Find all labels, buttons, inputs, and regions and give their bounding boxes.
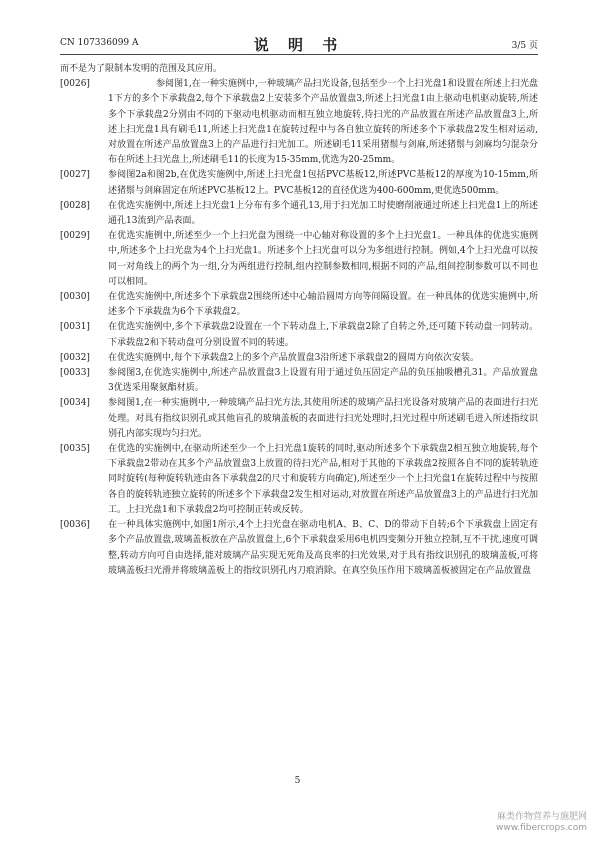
paragraph-number: [0030] [60, 292, 90, 303]
paragraph-number: [0033] [60, 368, 90, 379]
paragraph-text: 参阅图1,在一种实施例中,一种玻璃产品扫光方法,其使用所述的玻璃产品扫光设备对玻璃产品的表面进行扫光处理。对具有指纹识别孔或其他盲孔的玻璃盖板的表面进行扫光处理时,扫光过程中所述刷毛进入所述指纹识别孔内部实现均匀扫光。 [108, 398, 538, 439]
paragraph-0028 [60, 199, 538, 229]
paragraph-0027 [60, 168, 538, 198]
document-type-title: 说 明 书 [253, 36, 345, 54]
page-count: 3/5 页 [511, 41, 538, 51]
paragraph-number: [0026] [60, 79, 90, 90]
paragraph-0033 [60, 366, 538, 396]
patent-number: CN 107336099 A [60, 38, 139, 48]
paragraph-number: [0035] [60, 444, 90, 455]
paragraph-0032 [60, 351, 538, 366]
paragraph-text: 在一种具体实施例中,如图1所示,4个上扫光盘在驱动电机A、B、C、D的带动下自转;6个下承载盘上固定有多个产品放置盘,玻璃盖板放在产品放置盘上,6个下承载盘采用6电机四变频分开独立控制,互不干扰,速度可调整,转动方向可自由选择,能对玻璃产品实现无死角及高良率的扫光效果,对于具有指纹识别孔的玻璃盖板,可将玻璃盖板扫光滑并将玻璃盖板上的指纹识别孔内刀痕消除。在真空负压作用下玻璃盖板被固定在产品放置盘 [108, 520, 538, 576]
paragraph-text: 在优选实施例中,每个下承载盘2上的多个产品放置盘3沿所述下承载盘2的圆周方向依次安装。 [108, 352, 480, 363]
paragraph-number: [0028] [60, 200, 90, 211]
paragraph-number: [0032] [60, 352, 90, 363]
paragraph-text: 在优选实施例中,所述多个下承载盘2围绕所述中心轴沿圆周方向等间隔设置。在一种具体的优选实施例中,所述多个下承载盘为6个下承载盘2。 [108, 292, 538, 318]
paragraph-0026 [60, 77, 538, 168]
paragraph-text: 参阅图2a和图2b,在优选实施例中,所述上扫光盘1包括PVC基板12,所述PVC基板12的厚度为10-15mm,所述猪鬃与剑麻固定在所述PVC基板12上。PVC基板12的直径优选为400-600mm,更优选500mm。 [108, 170, 538, 196]
paragraph-number: [0029] [60, 231, 90, 242]
document-body [60, 62, 538, 579]
paragraph-text: 参阅图3,在优选实施例中,所述产品放置盘3上设置有用于通过负压固定产品的负压抽吸槽孔31。产品放置盘3优选采用聚氨酯材质。 [108, 368, 538, 394]
watermark-url: www.fibercrops.com [496, 823, 587, 833]
paragraph-text: 在优选实施例中,所述上扫光盘1上分布有多个通孔13,用于扫光加工时使磨削液通过所述上扫光盘1上的所述通孔13流到产品表面。 [108, 200, 538, 227]
paragraph-number: [0027] [60, 170, 90, 181]
paragraph-0034 [60, 396, 538, 442]
paragraph-text: 在优选的实施例中,在驱动所述至少一个上扫光盘1旋转的同时,驱动所述多个下承载盘2相互独立地旋转,每个下承载盘2带动在其多个产品放置盘3上放置的待扫光产品,相对于其他的下承载盘2按照各自不同的旋转轨迹同时旋转(每种旋转轨迹由各下承载盘2的尺寸和旋转方向确定),所述至少一个上扫光盘1在旋转过程中与按照各自的旋转轨迹独立旋转的所述多个下承载盘2发生相对运动,对放置在所述产品放置盘3上的产品进行扫光加工。上扫光盘1和下承载盘2均可控制正转或反转。 [108, 444, 538, 515]
paragraph-0030 [60, 290, 538, 320]
paragraph-0036 [60, 518, 538, 579]
paragraph-0029 [60, 229, 538, 290]
paragraph-text: 在优选实施例中,多个下承载盘2设置在一个下转动盘上,下承载盘2除了自转之外,还可随下转动盘一同转动。下承载盘2和下转动盘可分别设置不同的转速。 [108, 322, 538, 348]
site-watermark [496, 812, 587, 834]
paragraph-text: 参阅图1,在一种实施例中,一种玻璃产品扫光设备,包括至少一个上扫光盘1和设置在所述上扫光盘1下方的多个下承载盘2,每个下承载盘2上安装多个产品放置盘3,所述上扫光盘1由上驱动电机驱动旋转,所述多个下承载盘2分别由不同的下驱动电机驱动而相互独立地旋转,待扫光的产品放置在所述产品放置盘3上,所述上扫光盘1具有刷毛11,所述上扫光盘1在旋转过程中与各自独立旋转的所述多个下承载盘2发生相对运动,对放置在所述产品放置盘3上的产品进行扫光加工。所述刷毛11采用猪鬃与剑麻,所述猪鬃与剑麻均匀混杂分布在所述上扫光盘上,所述刷毛11的长度为15-35mm,优选为20-25mm。 [108, 79, 538, 166]
watermark-title: 麻类作物营养与施肥网 [496, 812, 587, 822]
paragraph-number: [0034] [60, 398, 90, 409]
paragraph-0035 [60, 442, 538, 518]
paragraph-number: [0031] [60, 322, 90, 333]
page-header [60, 34, 538, 55]
paragraph-0031 [60, 320, 538, 350]
paragraph-number: [0036] [60, 520, 90, 531]
paragraph-text: 在优选实施例中,所述至少一个上扫光盘为围绕一中心轴对称设置的多个上扫光盘1。一种具体的优选实施例中,所述多个上扫光盘为4个上扫光盘1。所述多个上扫光盘可以分为多组进行控制。例如,4个上扫光盘可以按同一对角线上的两个为一组,分为两组进行控制,组内控制参数相同,根据不同的产品,组间控制参数可以不同也可以相同。 [108, 231, 538, 287]
page-number: 5 [294, 776, 301, 786]
intro-line: 而不是为了限制本发明的范围及其应用。 [60, 64, 223, 74]
